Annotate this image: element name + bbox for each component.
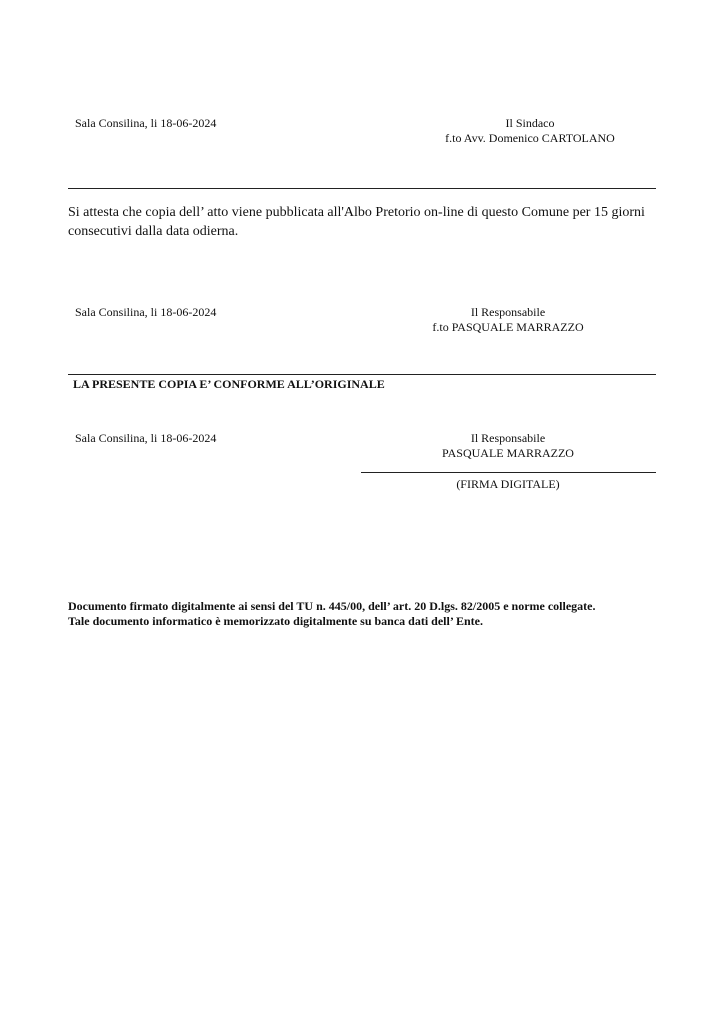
responsible-signer-1: f.to PASQUALE MARRAZZO <box>432 320 584 334</box>
attestation-line-2: consecutivi dalla data odierna. <box>68 224 239 239</box>
digital-signature-note-2: Tale documento informatico è memorizzato digitalmente su banca dati dell’ Ente. <box>68 614 483 628</box>
mayor-role: Il Sindaco <box>505 116 555 130</box>
attestation-line-1: Si attesta che copia dell’ atto viene pubblicata all'Albo Pretorio on-line di questo Comune per 15 giorni <box>68 205 645 220</box>
mayor-signer: f.to Avv. Domenico CARTOLANO <box>445 131 615 145</box>
conformity-heading: LA PRESENTE COPIA E’ CONFORME ALL’ORIGINALE <box>73 377 385 391</box>
place-date-2: Sala Consilina, li 18-06-2024 <box>75 305 217 319</box>
responsible-signer-2: PASQUALE MARRAZZO <box>442 446 574 460</box>
responsible-role-2: Il Responsabile <box>470 431 546 445</box>
digital-signature-note-1: Documento firmato digitalmente ai sensi del TU n. 445/00, dell’ art. 20 D.lgs. 82/2005 e norme collegate. <box>68 599 596 613</box>
place-date-3: Sala Consilina, li 18-06-2024 <box>75 431 217 445</box>
signature-line <box>361 472 656 473</box>
signature-caption: (FIRMA DIGITALE) <box>456 477 560 491</box>
divider-2 <box>68 374 656 375</box>
responsible-role-1: Il Responsabile <box>470 305 546 319</box>
divider-1 <box>68 188 656 189</box>
place-date-1: Sala Consilina, li 18-06-2024 <box>75 116 217 130</box>
